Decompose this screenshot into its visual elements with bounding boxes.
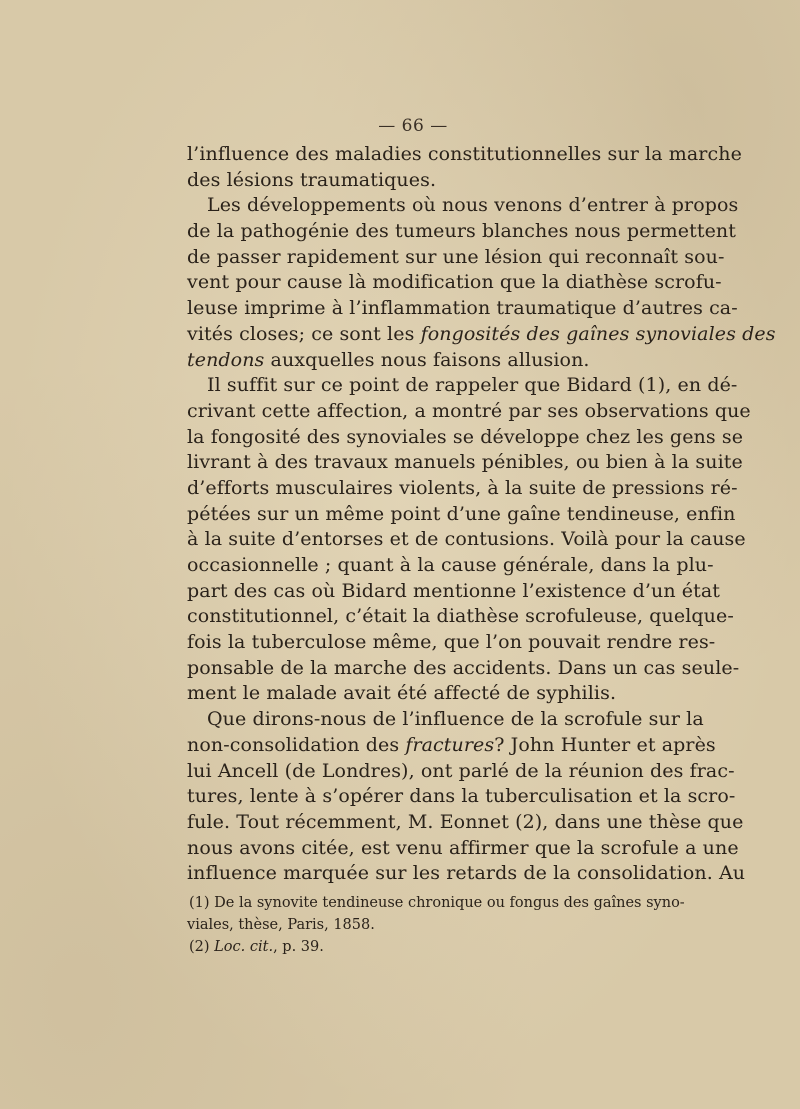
body-text	[187, 142, 776, 887]
italic-run: fongosités des gaînes synoviales des	[420, 322, 776, 345]
text-line: part des cas où Bidard mentionne l’existence d’un état	[187, 579, 721, 602]
text-line: leuse imprime à l’inflammation traumatique d’autres ca-	[187, 297, 738, 320]
text-run: auxquelles nous faisons allusion.	[264, 348, 590, 371]
text-line: d’efforts musculaires violents, à la suite de pressions ré-	[187, 476, 738, 499]
text-line: livrant à des travaux manuels pénibles, ou bien à la suite	[187, 451, 743, 474]
text-line: fois la tuberculose même, que l’on pouvait rendre res-	[187, 631, 716, 654]
text-line: à la suite d’entorses et de contusions. Voilà pour la cause	[187, 528, 746, 551]
text-line: des lésions traumatiques.	[187, 168, 437, 191]
text-line: de passer rapidement sur une lésion qui reconnaît sou-	[187, 245, 725, 268]
text-line: influence marquée sur les retards de la consolidation. Au	[187, 862, 746, 885]
italic-run: tendons	[187, 348, 265, 371]
text-line: ponsable de la marche des accidents. Dans un cas seule-	[187, 656, 740, 679]
text-line: vent pour cause là modification que la diathèse scrofu-	[187, 271, 722, 294]
text-line: lui Ancell (de Londres), ont parlé de la réunion des frac-	[187, 759, 735, 782]
text-line: la fongosité des synoviales se développe chez les gens se	[187, 425, 744, 448]
text-line	[187, 733, 716, 759]
text-line: de la pathogénie des tumeurs blanches nous permettent	[187, 220, 736, 243]
page-number: — 66 —	[378, 116, 448, 136]
text-line: fule. Tout récemment, M. Eonnet (2), dans une thèse que	[187, 810, 744, 833]
text-line: pétées sur un même point d’une gaîne tendineuse, enfin	[187, 502, 736, 525]
italic-run: fractures	[405, 733, 495, 756]
text-run: vités closes; ce sont les	[187, 322, 421, 345]
italic-run: Loc. cit.	[214, 939, 274, 955]
text-line: Que dirons-nous de l’influence de la scrofule sur la	[207, 708, 704, 731]
text-line: occasionnelle ; quant à la cause générale, dans la plu-	[187, 554, 714, 576]
text-run: , p. 39.	[273, 939, 324, 955]
text-run: (2)	[189, 939, 215, 955]
text-line: crivant cette affection, a montré par ses observations que	[187, 399, 751, 422]
text-run: ? John Hunter et après	[494, 733, 716, 756]
text-line: constitutionnel, c’était la diathèse scrofuleuse, quelque-	[187, 605, 734, 628]
footnotes	[187, 892, 685, 958]
text-line: nous avons citée, est venu affirmer que la scrofule a une	[187, 836, 739, 859]
text-line	[187, 322, 776, 348]
text-line: Les développements où nous venons d’entrer à propos	[207, 194, 739, 217]
text-line: tures, lente à s’opérer dans la tuberculisation et la scro-	[187, 785, 736, 808]
text-run: non-consolidation des	[187, 733, 406, 756]
footnote-line	[187, 936, 669, 958]
footnote-line: viales, thèse, Paris, 1858.	[187, 917, 375, 933]
text-line	[187, 348, 667, 374]
text-line: l’influence des maladies constitutionnelles sur la marche	[187, 143, 742, 165]
footnote-line: (1) De la synovite tendineuse chronique ou fongus des gaînes syno-	[189, 895, 685, 911]
text-line: Il suffit sur ce point de rappeler que Bidard (1), en dé-	[207, 374, 738, 397]
text-line: ment le malade avait été affecté de syphilis.	[187, 682, 617, 705]
